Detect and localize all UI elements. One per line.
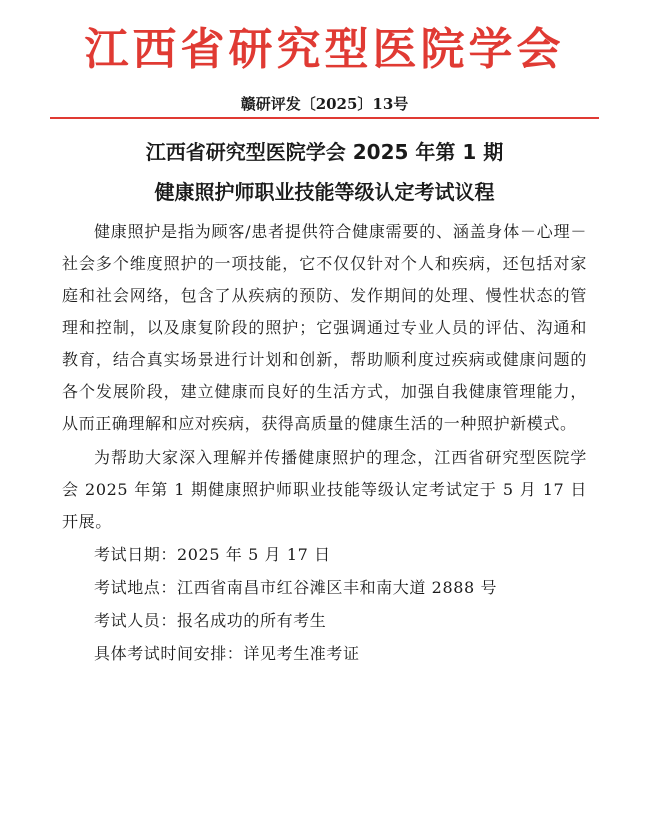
body-paragraph-intro: 健康照护是指为顾客/患者提供符合健康需要的、涵盖身体－心理－社会多个维度照护的一项技能，它不仅仅针对个人和疾病，还包括对家庭和社会网络，包含了从疾病的预防、发作期间的处理、慢性状态的管理和控制，以及康复阶段的照护；它强调通过专业人员的评估、沟通和教育，结合真实场景进行计划和创新，帮助顺利度过疾病或健康问题的各个发展阶段，建立健康而良好的生活方式，加强自我健康管理能力，从而正确理解和应对疾病，获得高质量的健康生活的一种照护新模式。	[62, 222, 587, 433]
exam-location: 考试地点：江西省南昌市红谷滩区丰和南大道 2888 号	[94, 578, 498, 597]
document-title-line-2: 健康照护师职业技能等级认定考试议程	[154, 180, 495, 204]
red-divider-line	[50, 117, 599, 119]
document-number: 赣研评发〔2025〕13号	[240, 95, 409, 113]
org-name-header: 江西省研究型医院学会	[84, 24, 565, 75]
body-paragraph-announcement: 为帮助大家深入理解并传播健康照护的理念，江西省研究型医院学会 2025 年第 1 期健康照护师职业技能等级认定考试定于 5 月 17 日开展。	[62, 448, 587, 531]
document-body	[62, 216, 587, 670]
exam-participants: 考试人员：报名成功的所有考生	[94, 611, 327, 630]
exam-date: 考试日期：2025 年 5 月 17 日	[94, 545, 331, 564]
document-title-line-1: 江西省研究型医院学会 2025 年第 1 期	[145, 140, 504, 164]
exam-schedule: 具体考试时间安排：详见考生准考证	[94, 644, 360, 663]
